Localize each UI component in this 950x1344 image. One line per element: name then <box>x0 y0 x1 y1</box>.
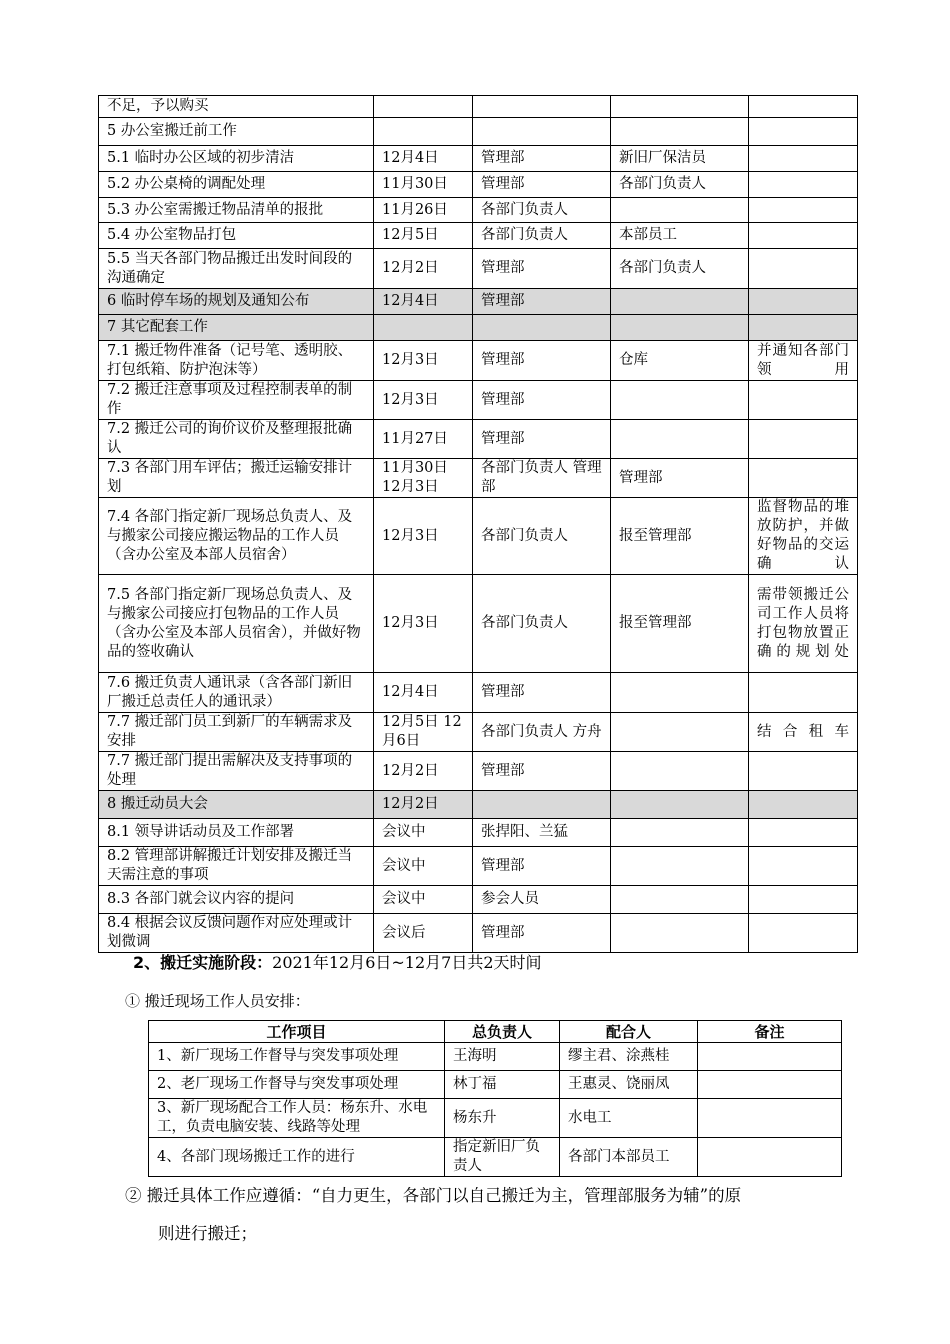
cell-date: 11月30日 12月3日 <box>374 459 473 498</box>
cell-lead: 杨东升 <box>445 1099 560 1138</box>
cell-task: 8.1 领导讲话动员及工作部署 <box>99 819 374 847</box>
cell-date: 会议中 <box>374 847 473 886</box>
cell-owner: 管理部 <box>473 420 611 459</box>
cell-task: 8 搬迁动员大会 <box>99 791 374 819</box>
cell-note: 需带领搬迁公司工作人员将打包物放置正确的规划处 <box>749 575 858 673</box>
cell-owner: 各部门负责人 <box>473 575 611 673</box>
cell-task: 7.4 各部门指定新厂现场总负责人、及与搬家公司接应搬运物品的工作人员（含办公室及本部人员宿舍） <box>99 498 374 575</box>
cell-note <box>749 914 858 953</box>
table-row <box>149 1043 842 1071</box>
cell-date: 12月3日 <box>374 341 473 381</box>
cell-helper: 仓库 <box>611 341 749 381</box>
cell-date: 12月3日 <box>374 575 473 673</box>
cell-note <box>749 289 858 315</box>
cell-item: 4、各部门现场搬迁工作的进行 <box>149 1138 445 1177</box>
cell-task: 8.3 各部门就会议内容的提问 <box>99 886 374 914</box>
cell-note <box>749 752 858 791</box>
cell-note <box>749 223 858 249</box>
cell-note <box>749 791 858 819</box>
table-row <box>99 459 858 498</box>
table-row <box>99 886 858 914</box>
cell-note <box>749 673 858 713</box>
cell-date: 12月3日 <box>374 498 473 575</box>
cell-note <box>749 847 858 886</box>
cell-task: 7.5 各部门指定新厂现场总负责人、及与搬家公司接应打包物品的工作人员（含办公室及本部人员宿舍），并做好物品的签收确认 <box>99 575 374 673</box>
cell-helper <box>611 118 749 146</box>
cell-owner: 各部门负责人 管理部 <box>473 459 611 498</box>
table-row <box>99 172 858 198</box>
cell-owner: 管理部 <box>473 847 611 886</box>
cell-date: 12月2日 <box>374 249 473 289</box>
cell-owner: 各部门负责人 <box>473 498 611 575</box>
cell-date: 11月27日 <box>374 420 473 459</box>
cell-helper <box>611 96 749 118</box>
item1-text: ① 搬迁现场工作人员安排： <box>125 992 310 1010</box>
cell-task: 7.7 搬迁部门员工到新厂的车辆需求及安排 <box>99 713 374 752</box>
cell-task: 6 临时停车场的规划及通知公布 <box>99 289 374 315</box>
cell-lead: 指定新旧厂负责人 <box>445 1138 560 1177</box>
table-row <box>99 146 858 172</box>
cell-owner: 管理部 <box>473 249 611 289</box>
cell-task: 5 办公室搬迁前工作 <box>99 118 374 146</box>
cell-lead: 林丁福 <box>445 1071 560 1099</box>
cell-owner: 管理部 <box>473 381 611 420</box>
cell-date: 12月4日 <box>374 146 473 172</box>
cell-note <box>698 1099 842 1138</box>
cell-owner: 张捍阳、兰猛 <box>473 819 611 847</box>
cell-helper: 管理部 <box>611 459 749 498</box>
cell-task: 5.2 办公桌椅的调配处理 <box>99 172 374 198</box>
cell-note <box>749 118 858 146</box>
cell-helper <box>611 289 749 315</box>
cell-note <box>749 172 858 198</box>
cell-helper <box>611 914 749 953</box>
table-row <box>99 713 858 752</box>
cell-item: 3、新厂现场配合工作人员：杨东升、水电工，负责电脑安装、线路等处理 <box>149 1099 445 1138</box>
table-row <box>99 198 858 223</box>
table-row <box>99 96 858 118</box>
cell-owner <box>473 118 611 146</box>
cell-owner: 管理部 <box>473 341 611 381</box>
cell-note: 结合租车 <box>749 713 858 752</box>
cell-task: 7.6 搬迁负责人通讯录（含各部门新旧厂搬迁总责任人的通讯录） <box>99 673 374 713</box>
cell-owner: 参会人员 <box>473 886 611 914</box>
header-work-item: 工作项目 <box>149 1021 445 1043</box>
cell-note <box>749 146 858 172</box>
table-row <box>149 1099 842 1138</box>
cell-task: 8.4 根据会议反馈问题作对应处理或计划微调 <box>99 914 374 953</box>
table-row <box>99 315 858 341</box>
table-row <box>99 118 858 146</box>
cell-note <box>749 886 858 914</box>
table-row <box>99 420 858 459</box>
cell-helper: 报至管理部 <box>611 575 749 673</box>
cell-task: 5.3 办公室需搬迁物品清单的报批 <box>99 198 374 223</box>
cell-date: 12月5日 <box>374 223 473 249</box>
cell-date: 12月2日 <box>374 791 473 819</box>
cell-owner: 各部门负责人 方舟 <box>473 713 611 752</box>
cell-helper: 新旧厂保洁员 <box>611 146 749 172</box>
table-row <box>99 381 858 420</box>
cell-owner: 管理部 <box>473 673 611 713</box>
cell-note <box>749 420 858 459</box>
cell-task: 5.1 临时办公区域的初步清洁 <box>99 146 374 172</box>
cell-helper <box>611 791 749 819</box>
cell-helper <box>611 420 749 459</box>
cell-task: 8.2 管理部讲解搬迁计划安排及搬迁当天需注意的事项 <box>99 847 374 886</box>
cell-task: 7.2 搬迁公司的询价议价及整理报批确认 <box>99 420 374 459</box>
cell-helper <box>611 673 749 713</box>
section2-heading <box>133 950 542 973</box>
cell-date: 会议中 <box>374 886 473 914</box>
cell-task: 7.1 搬迁物件准备（记号笔、透明胶、打包纸箱、防护泡沫等） <box>99 341 374 381</box>
table-row <box>99 575 858 673</box>
table-row <box>149 1071 842 1099</box>
table-row <box>99 289 858 315</box>
cell-helper <box>611 752 749 791</box>
cell-date: 会议后 <box>374 914 473 953</box>
header-note: 备注 <box>698 1021 842 1043</box>
cell-owner <box>473 96 611 118</box>
cell-task: 5.5 当天各部门物品搬迁出发时间段的沟通确定 <box>99 249 374 289</box>
cell-task: 7 其它配套工作 <box>99 315 374 341</box>
cell-note <box>698 1043 842 1071</box>
cell-helper <box>611 847 749 886</box>
cell-helper <box>611 381 749 420</box>
item2-text-line2: 则进行搬迁； <box>158 1224 257 1243</box>
cell-helper: 各部门负责人 <box>611 249 749 289</box>
section2-title: 2、搬迁实施阶段： <box>133 953 273 972</box>
header-helper: 配合人 <box>560 1021 698 1043</box>
cell-date: 12月4日 <box>374 289 473 315</box>
cell-helper <box>611 315 749 341</box>
cell-note <box>749 96 858 118</box>
cell-note <box>749 819 858 847</box>
cell-task: 7.2 搬迁注意事项及过程控制表单的制作 <box>99 381 374 420</box>
cell-helper: 王惠灵、饶丽凤 <box>560 1071 698 1099</box>
cell-helper: 缪主君、涂燕桂 <box>560 1043 698 1071</box>
crew-assignment-table <box>148 1020 842 1177</box>
header-lead: 总负责人 <box>445 1021 560 1043</box>
cell-note <box>698 1138 842 1177</box>
cell-task: 7.3 各部门用车评估；搬迁运输安排计划 <box>99 459 374 498</box>
relocation-plan-table <box>98 95 858 953</box>
cell-helper: 各部门负责人 <box>611 172 749 198</box>
cell-note: 监督物品的堆放防护，并做好物品的交运确认 <box>749 498 858 575</box>
cell-owner <box>473 315 611 341</box>
cell-lead: 王海明 <box>445 1043 560 1071</box>
cell-helper: 水电工 <box>560 1099 698 1138</box>
cell-task: 不足，予以购买 <box>99 96 374 118</box>
table-row <box>99 673 858 713</box>
item2-text-line1: ② 搬迁具体工作应遵循：“自力更生，各部门以自己搬迁为主，管理部服务为辅”的原 <box>125 1186 742 1205</box>
table-row <box>99 249 858 289</box>
cell-owner <box>473 791 611 819</box>
cell-item: 1、新厂现场工作督导与突发事项处理 <box>149 1043 445 1071</box>
cell-date: 会议中 <box>374 819 473 847</box>
cell-helper <box>611 198 749 223</box>
cell-date <box>374 315 473 341</box>
table-row <box>99 498 858 575</box>
table-row <box>99 791 858 819</box>
cell-date: 12月4日 <box>374 673 473 713</box>
cell-owner: 管理部 <box>473 752 611 791</box>
cell-helper: 本部员工 <box>611 223 749 249</box>
cell-date: 11月26日 <box>374 198 473 223</box>
cell-date <box>374 96 473 118</box>
cell-task: 5.4 办公室物品打包 <box>99 223 374 249</box>
table-row <box>99 847 858 886</box>
table-row <box>99 341 858 381</box>
cell-note: 并通知各部门领用 <box>749 341 858 381</box>
cell-date <box>374 118 473 146</box>
cell-date: 12月5日 12月6日 <box>374 713 473 752</box>
cell-helper: 报至管理部 <box>611 498 749 575</box>
cell-note <box>698 1071 842 1099</box>
cell-owner: 管理部 <box>473 146 611 172</box>
cell-item: 2、老厂现场工作督导与突发事项处理 <box>149 1071 445 1099</box>
table-row <box>99 223 858 249</box>
table-row <box>149 1138 842 1177</box>
table-row <box>99 819 858 847</box>
cell-owner: 管理部 <box>473 914 611 953</box>
cell-owner: 各部门负责人 <box>473 223 611 249</box>
cell-task: 7.7 搬迁部门提出需解决及支持事项的处理 <box>99 752 374 791</box>
cell-owner: 管理部 <box>473 289 611 315</box>
cell-helper <box>611 819 749 847</box>
cell-date: 11月30日 <box>374 172 473 198</box>
cell-note <box>749 198 858 223</box>
cell-note <box>749 459 858 498</box>
table-row <box>99 752 858 791</box>
cell-note <box>749 249 858 289</box>
cell-owner: 各部门负责人 <box>473 198 611 223</box>
cell-helper <box>611 886 749 914</box>
cell-note <box>749 381 858 420</box>
cell-owner: 管理部 <box>473 172 611 198</box>
section2-period: 2021年12月6日~12月7日共2天时间 <box>272 953 542 972</box>
cell-date: 12月2日 <box>374 752 473 791</box>
cell-date: 12月3日 <box>374 381 473 420</box>
cell-helper <box>611 713 749 752</box>
table-row <box>99 914 858 953</box>
cell-helper: 各部门本部员工 <box>560 1138 698 1177</box>
cell-note <box>749 315 858 341</box>
